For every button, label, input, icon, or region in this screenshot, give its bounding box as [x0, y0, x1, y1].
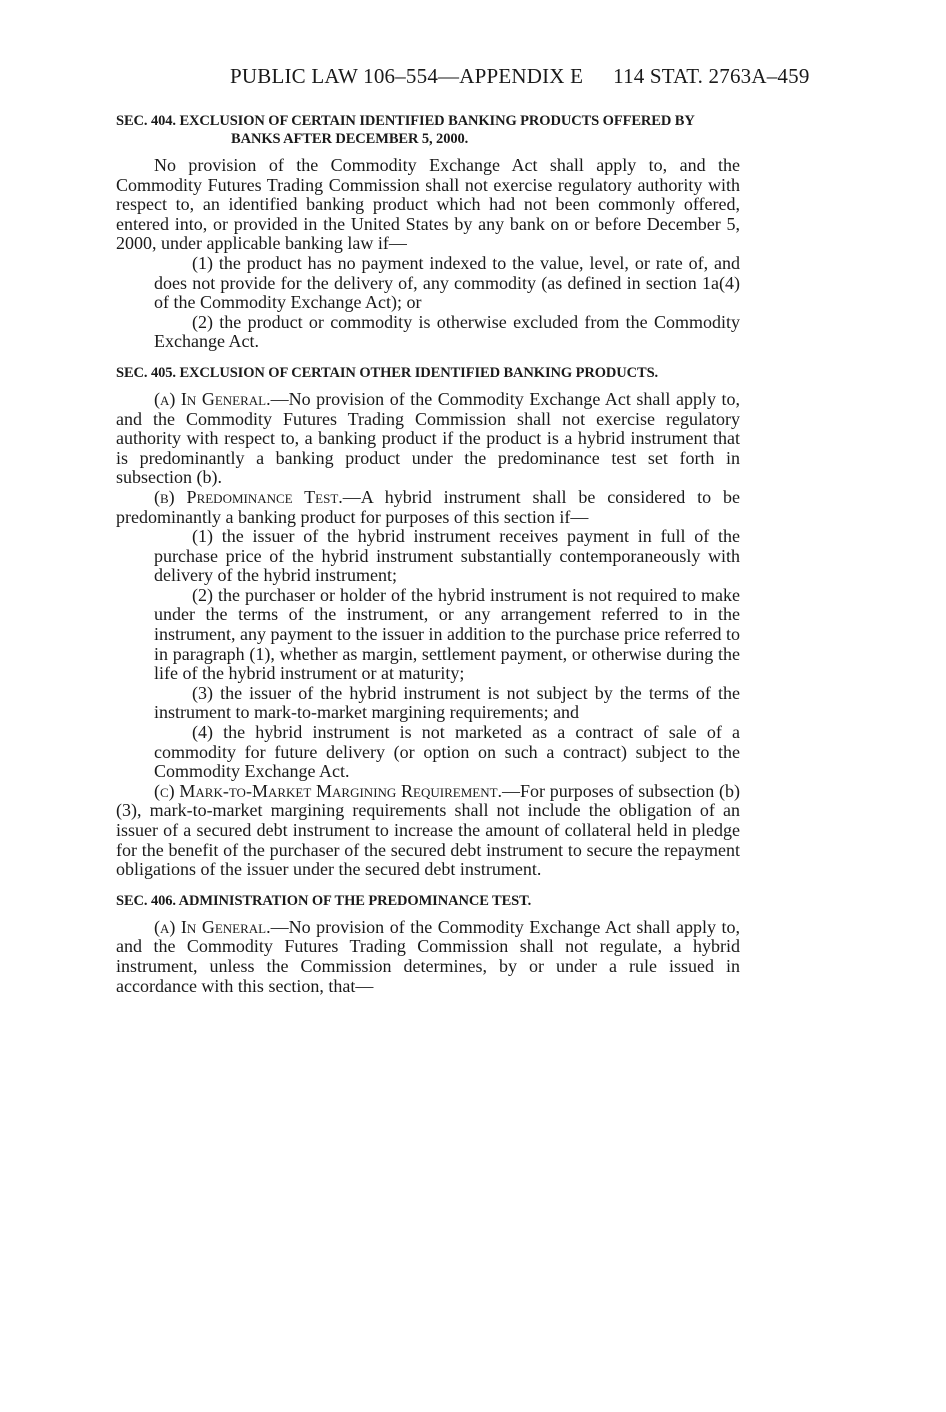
sec-405-b: [116, 488, 740, 527]
sec-405-b-label: (b) Predominance Test.: [154, 486, 343, 507]
sec-405-b-item-1: (1) the issuer of the hybrid instrument receives payment in full of the purchase price of the hybrid instrument substantially contemporaneously with delivery of the hybrid instrument;: [154, 526, 740, 586]
running-header: [230, 64, 880, 89]
sec-405-c: [116, 782, 740, 880]
sec-405-b-item-3: (3) the issuer of the hybrid instrument is not subject by the terms of the instrument to mark-to-market margining requirements; and: [154, 682, 740, 723]
sec-405-c-label: (c) Mark-to-Market Margining Requirement.: [154, 780, 503, 801]
document-body: [116, 112, 740, 996]
header-stat-citation: 114 STAT. 2763A–459: [613, 64, 810, 88]
sec-406-a: [116, 918, 740, 996]
sec-404-intro: No provision of the Commodity Exchange Act shall apply to, and the Commodity Futures Trading Commission shall not exercise regulatory authority with respect to, an identified banking product which had not been commonly offered, entered into, or provided in the United States by any bank on or before December 5, 2000, under applicable banking law if—: [116, 155, 740, 254]
sec-405-a-text: —No provision of the Commodity Exchange Act shall apply to, and the Commodity Futures Trading Commission shall not exercise regulatory authority with respect to, a banking product if the product is a hybrid instrument that is predominantly a banking product under the predominance test set forth in subsection (b).: [116, 388, 740, 488]
sec-405-heading: SEC. 405. EXCLUSION OF CERTAIN OTHER IDENTIFIED BANKING PRODUCTS.: [116, 364, 659, 381]
sec-404-heading: SEC. 404. EXCLUSION OF CERTAIN IDENTIFIED BANKING PRODUCTS OFFERED BY BANKS AFTER DECEMBER 5, 2000.: [116, 113, 695, 147]
sec-405-c-text: —For purposes of subsection (b)(3), mark-to-market margining requirements shall not include the obligation of an issuer of a secured debt instrument to increase the amount of collateral held in pledge for the benefit of the purchaser of the secured debt instrument to secure the repayment obligations of the issuer under the secured debt instrument.: [116, 780, 740, 880]
sec-405-a: [116, 390, 740, 488]
sec-406-a-text: —No provision of the Commodity Exchange Act shall apply to, and the Commodity Futures Trading Commission shall not regulate, a hybrid instrument, unless the Commission determines, by or under a rule issued in accordance with this section, that—: [116, 916, 740, 996]
sec-406-heading: SEC. 406. ADMINISTRATION OF THE PREDOMINANCE TEST.: [116, 892, 532, 909]
sec-406-a-label: (a) In General.: [154, 916, 271, 937]
sec-405-b-text: —A hybrid instrument shall be considered to be predominantly a banking product for purposes of this section if—: [116, 486, 740, 527]
header-law-title: PUBLIC LAW 106–554—APPENDIX E: [230, 64, 584, 88]
sec-404-item-2: (2) the product or commodity is otherwise excluded from the Commodity Exchange Act.: [154, 311, 740, 352]
sec-405-b-item-2: (2) the purchaser or holder of the hybrid instrument is not required to make under the terms of the instrument, or any arrangement referred to in the instrument, any payment to the issuer in addition to the purchase price referred to in paragraph (1), whether as margin, settlement payment, or otherwise during the life of the hybrid instrument or at maturity;: [154, 584, 740, 684]
sec-404-item-1: (1) the product has no payment indexed to the value, level, or rate of, and does not provide for the delivery of, any commodity (as defined in section 1a(4) of the Commodity Exchange Act); or: [154, 252, 740, 313]
sec-405-b-item-4: (4) the hybrid instrument is not marketed as a contract of sale of a commodity for future delivery (or option on such a contract) subject to the Commodity Exchange Act.: [154, 722, 740, 782]
sec-405-a-label: (a) In General.: [154, 388, 271, 409]
